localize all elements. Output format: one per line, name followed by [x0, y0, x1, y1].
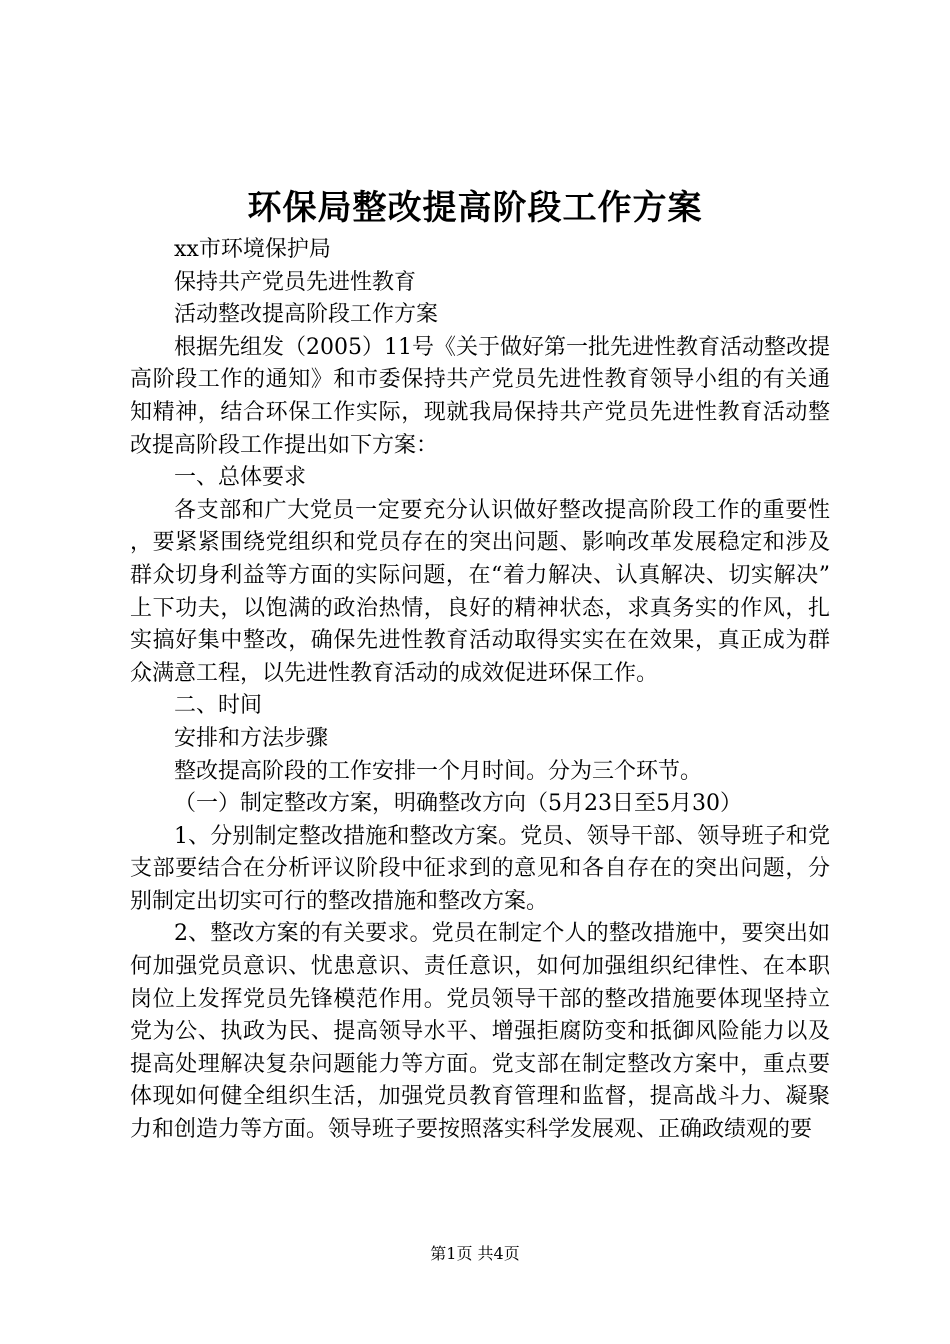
paragraph-item-1: 1、分别制定整改措施和整改方案。党员、领导干部、领导班子和党支部要结合在分析评议阶段中征求到的意见和各自存在的突出问题，分别制定出切实可行的整改措施和整改方案。 [130, 823, 830, 914]
paragraph-subtitle-1: 保持共产党员先进性教育 [174, 269, 417, 295]
paragraph-org-name: xx市环境保护局 [174, 237, 331, 262]
paragraph-item-2: 2、整改方案的有关要求。党员在制定个人的整改措施中，要突出如何加强党员意识、忧患意识、责任意识，如何加强组织纪律性、在本职岗位上发挥党员先锋模范作用。党员领导干部的整改措施要体现坚持立党为公、执政为民、提高领导水平、增强拒腐防变和抵御风险能力以及提高处理解决复杂问题能力等方面。党支部在制定整改方案中，重点要体现如何健全组织生活，加强党员教育管理和监督，提高战斗力、凝聚力和创造力等方面。领导班子要按照落实科学发展观、正确政绩观的要 [130, 921, 830, 1143]
subsection-heading-1: （一）制定整改方案，明确整改方向（5月23日至5月30） [174, 791, 742, 817]
paragraph-requirements: 各支部和广大党员一定要充分认识做好整改提高阶段工作的重要性，要紧紧围绕党组织和党员存在的突出问题、影响改革发展稳定和涉及群众切身利益等方面的实际问题，在“着力解决、认真解决、切实解决”上下功夫，以饱满的政治热情，良好的精神状态，求真务实的作风，扎实搞好集中整改，确保先进性教育活动取得实实在在效果，真正成为群众满意工程，以先进性教育活动的成效促进环保工作。 [130, 497, 830, 686]
page-footer: 第1页 共4页 [430, 1244, 520, 1263]
section-heading-2: 二、时间 [174, 693, 263, 719]
section-heading-1: 一、总体要求 [174, 465, 307, 491]
section-heading-2-cont: 安排和方法步骤 [174, 725, 329, 751]
document-title: 环保局整改提高阶段工作方案 [247, 188, 703, 228]
paragraph-schedule: 整改提高阶段的工作安排一个月时间。分为三个环节。 [174, 758, 703, 784]
paragraph-intro: 根据先组发（2005）11号《关于做好第一批先进性教育活动整改提高阶段工作的通知》和市委保持共产党员先进性教育领导小组的有关通知精神，结合环保工作实际，现就我局保持共产党员先进性教育活动整改提高阶段工作提出如下方案： [130, 334, 830, 458]
paragraph-subtitle-2: 活动整改提高阶段工作方案 [174, 302, 439, 328]
document-body [130, 234, 830, 1147]
